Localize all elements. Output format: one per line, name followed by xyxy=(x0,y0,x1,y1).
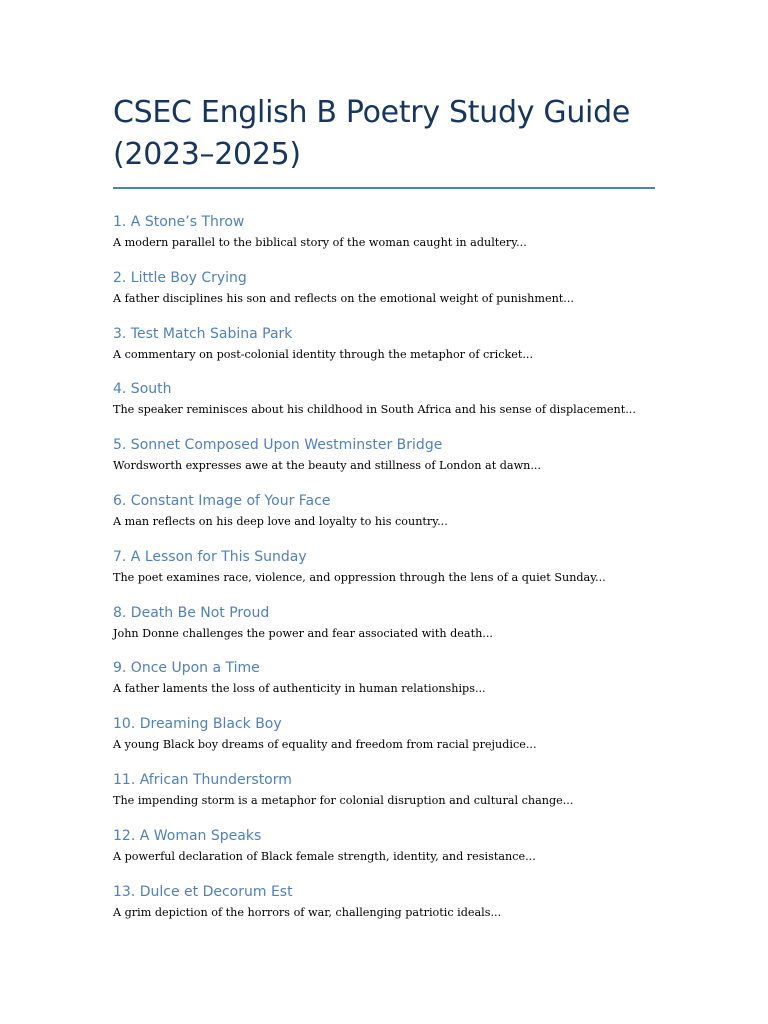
poem-summary: A man reflects on his deep love and loyalty to his country... xyxy=(113,514,448,528)
poem-entry xyxy=(113,269,655,325)
poem-heading: 9. Once Upon a Time xyxy=(113,660,260,677)
poem-list xyxy=(113,213,655,938)
poem-heading: 11. African Thunderstorm xyxy=(113,771,292,788)
document-page xyxy=(113,92,655,938)
poem-summary: A commentary on post-colonial identity through the metaphor of cricket... xyxy=(113,347,534,361)
poem-heading: 6. Constant Image of Your Face xyxy=(113,492,331,509)
page-title: CSEC English B Poetry Study Guide (2023–2025) xyxy=(113,95,630,172)
poem-summary: A grim depiction of the horrors of war, challenging patriotic ideals... xyxy=(113,905,502,919)
poem-heading: 10. Dreaming Black Boy xyxy=(113,716,282,733)
poem-heading: 8. Death Be Not Proud xyxy=(113,604,270,621)
poem-entry xyxy=(113,827,655,883)
poem-entry xyxy=(113,771,655,827)
poem-entry xyxy=(113,492,655,548)
poem-heading: 12. A Woman Speaks xyxy=(113,827,262,844)
poem-summary: The speaker reminisces about his childhood in South Africa and his sense of displacement... xyxy=(113,403,636,417)
poem-heading: 13. Dulce et Decorum Est xyxy=(113,883,293,900)
poem-entry xyxy=(113,604,655,660)
poem-entry xyxy=(113,325,655,381)
poem-entry xyxy=(113,436,655,492)
poem-entry xyxy=(113,715,655,771)
poem-summary: A modern parallel to the biblical story of the woman caught in adultery... xyxy=(113,236,527,249)
poem-summary: A powerful declaration of Black female strength, identity, and resistance... xyxy=(113,849,536,863)
poem-entry xyxy=(113,380,655,436)
title-divider xyxy=(113,187,655,189)
poem-summary: The poet examines race, violence, and oppression through the lens of a quiet Sunday... xyxy=(113,570,606,584)
poem-entry xyxy=(113,659,655,715)
poem-summary: A father disciplines his son and reflects on the emotional weight of punishment... xyxy=(113,291,574,305)
poem-heading: 4. South xyxy=(113,381,172,398)
poem-summary: Wordsworth expresses awe at the beauty and stillness of London at dawn... xyxy=(113,459,542,473)
poem-entry xyxy=(113,213,655,269)
poem-heading: 7. A Lesson for This Sunday xyxy=(113,548,307,565)
poem-entry xyxy=(113,883,655,939)
poem-heading: 5. Sonnet Composed Upon Westminster Bridge xyxy=(113,437,443,454)
poem-summary: John Donne challenges the power and fear associated with death... xyxy=(113,626,493,640)
poem-entry xyxy=(113,548,655,604)
poem-summary: A young Black boy dreams of equality and freedom from racial prejudice... xyxy=(113,738,537,752)
poem-heading: 1. A Stone’s Throw xyxy=(113,214,245,230)
poem-summary: The impending storm is a metaphor for colonial disruption and cultural change... xyxy=(113,793,574,807)
poem-summary: A father laments the loss of authenticity in human relationships... xyxy=(113,682,486,696)
poem-heading: 2. Little Boy Crying xyxy=(113,269,247,286)
poem-heading: 3. Test Match Sabina Park xyxy=(113,325,293,342)
